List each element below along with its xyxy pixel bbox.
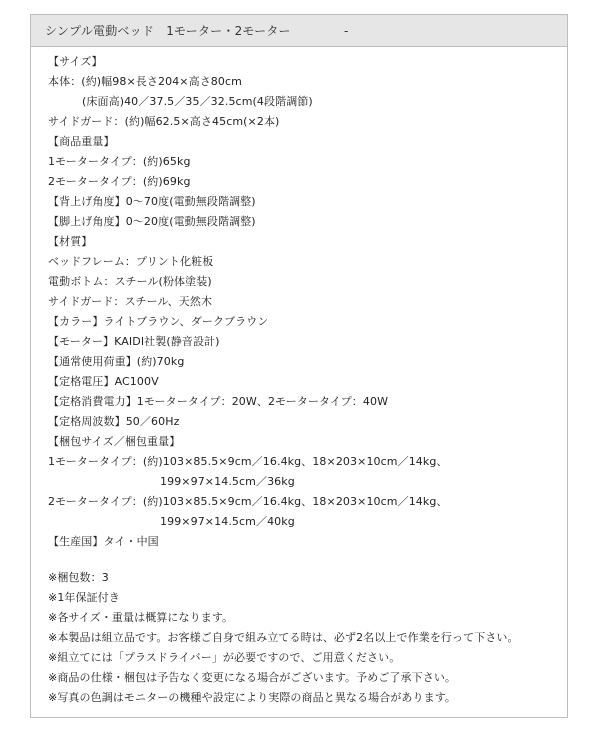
- side-guard-size: サイドガード：(約)幅62.5×高さ45cm(×2本): [48, 115, 280, 128]
- rated-power: 【定格消費電力】1モータータイプ：20W、2モータータイプ：40W: [48, 395, 389, 408]
- note-assembly: ※本製品は組立品です。お客様ご自身で組み立てる時は、必ず2名以上で作業を行って下さい。: [48, 631, 519, 644]
- package-1-motor: 1モータータイプ：(約)103×85.5×9cm／16.4kg、18×203×10cm／14kg、: [48, 455, 448, 468]
- rated-frequency: 【定格周波数】50／60Hz: [48, 415, 180, 428]
- package-1-motor-cont: 199×97×14.5cm／36kg: [160, 475, 295, 488]
- colors: 【カラー】ライトブラウン、ダークブラウン: [48, 315, 269, 328]
- motor: 【モーター】KAIDI社製(静音設計): [48, 335, 220, 348]
- back-raise-angle: 【背上げ角度】0～70度(電動無段階調整): [48, 195, 256, 208]
- note-approximate: ※各サイズ・重量は概算になります。: [48, 611, 234, 624]
- package-2-motor: 2モータータイプ：(約)103×85.5×9cm／16.4kg、18×203×10cm／14kg、: [48, 495, 448, 508]
- normal-load: 【通常使用荷重】(約)70kg: [48, 355, 185, 368]
- rated-voltage: 【定格電圧】AC100V: [48, 375, 159, 388]
- leg-raise-angle: 【脚上げ角度】0～20度(電動無段階調整): [48, 215, 256, 228]
- section-material-heading: 【材質】: [48, 235, 93, 248]
- weight-2-motor: 2モータータイプ：(約)69kg: [48, 175, 191, 188]
- weight-1-motor: 1モータータイプ：(約)65kg: [48, 155, 191, 168]
- spec-list: [48, 52, 557, 708]
- section-package-heading: 【梱包サイズ／梱包重量】: [48, 435, 181, 448]
- note-screwdriver: ※組立てには「プラスドライバー」が必要ですので、ご用意ください。: [48, 651, 401, 664]
- material-bottom: 電動ボトム：スチール(粉体塗装): [48, 275, 212, 288]
- country-of-origin: 【生産国】タイ・中国: [48, 535, 159, 548]
- header-separator: -: [344, 24, 349, 38]
- material-side-guard: サイドガード：スチール、天然木: [48, 295, 213, 308]
- spacer: [48, 552, 557, 568]
- package-2-motor-cont: 199×97×14.5cm／40kg: [160, 515, 295, 528]
- note-photo-color: ※写真の色調はモニターの機種や設定により実際の商品と異なる場合があります。: [48, 691, 457, 704]
- material-frame: ベッドフレーム：プリント化粧板: [48, 255, 214, 268]
- note-package-count: ※梱包数：3: [48, 571, 109, 584]
- panel-header: [31, 15, 567, 47]
- floor-height: (床面高)40／37.5／35／32.5cm(4段階調節): [82, 95, 313, 108]
- spec-panel: [30, 14, 568, 718]
- body-size: 本体：(約)幅98×長さ204×高さ80cm: [48, 75, 242, 88]
- note-spec-change: ※商品の仕様・梱包は予告なく変更になる場合がございます。予めご了承下さい。: [48, 671, 457, 684]
- section-size-heading: 【サイズ】: [48, 55, 103, 68]
- product-title: シンプル電動ベッド 1モーター・2モーター: [45, 24, 291, 38]
- section-weight-heading: 【商品重量】: [48, 135, 115, 148]
- note-warranty: ※1年保証付き: [48, 591, 120, 604]
